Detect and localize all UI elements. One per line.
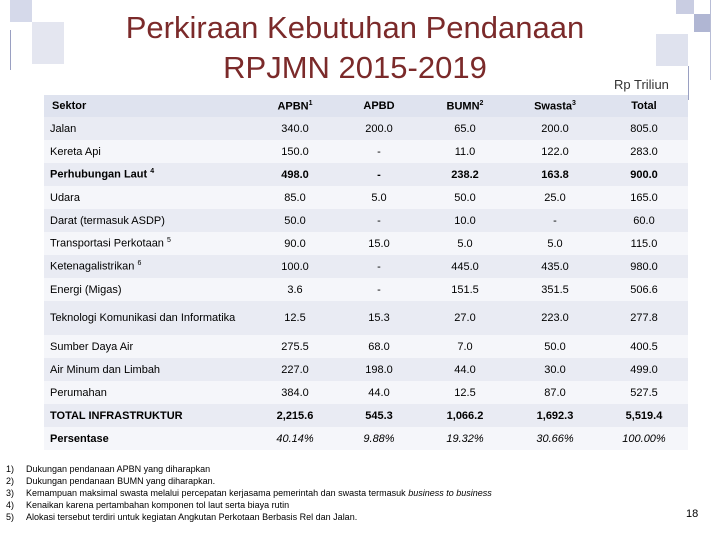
decor-square <box>676 0 694 14</box>
cell-apbn: 3.6 <box>252 278 338 301</box>
footnote-text: Dukungan pendanaan APBN yang diharapkan <box>26 464 211 474</box>
cell-total: 165.0 <box>600 186 688 209</box>
cell-swasta: 122.0 <box>510 140 600 163</box>
cell-apbd: 9.88% <box>338 427 420 450</box>
cell-apbn: 340.0 <box>252 117 338 140</box>
cell-bumn: 445.0 <box>420 255 510 278</box>
sector-name: Energi (Migas) <box>50 283 122 296</box>
cell-apbn: 50.0 <box>252 209 338 232</box>
cell-total: 115.0 <box>600 232 688 255</box>
cell-total: 980.0 <box>600 255 688 278</box>
sector-name: Transportasi Perkotaan <box>50 237 164 250</box>
footnote-number: 1) <box>6 464 15 474</box>
cell-swasta: 25.0 <box>510 186 600 209</box>
header-bumn-note: 2 <box>479 99 484 107</box>
funding-table <box>44 95 688 450</box>
cell-bumn: 27.0 <box>420 301 510 335</box>
cell-swasta: 1,692.3 <box>510 404 600 427</box>
cell-bumn: 19.32% <box>420 427 510 450</box>
cell-apbn: 100.0 <box>252 255 338 278</box>
row-sector-label <box>44 140 252 163</box>
page-number: 18 <box>686 508 699 520</box>
row-sector-label <box>44 209 252 232</box>
header-apbn <box>252 95 338 117</box>
cell-total: 805.0 <box>600 117 688 140</box>
cell-bumn: 12.5 <box>420 381 510 404</box>
cell-total: 283.0 <box>600 140 688 163</box>
decor-square <box>694 14 710 32</box>
cell-apbn: 12.5 <box>252 301 338 335</box>
footnote-text: Kemampuan maksimal swasta melalui percepatan kerjasama pemerintah dan swasta termasuk <box>26 488 409 498</box>
cell-apbd: 15.3 <box>338 301 420 335</box>
cell-apbd: 68.0 <box>338 335 420 358</box>
cell-total: 506.6 <box>600 278 688 301</box>
decor-square <box>656 34 688 66</box>
cell-swasta: 87.0 <box>510 381 600 404</box>
title-line-1: Perkiraan Kebutuhan Pendanaan <box>125 10 585 45</box>
footnote-text: Kenaikan karena pertambahan komponen tol laut serta biaya rutin <box>26 500 290 510</box>
cell-apbn: 275.5 <box>252 335 338 358</box>
table-row <box>44 140 688 163</box>
cell-apbn: 150.0 <box>252 140 338 163</box>
cell-apbd: - <box>338 209 420 232</box>
footnote-item <box>0 511 620 523</box>
table-row <box>44 232 688 255</box>
row-sector-label <box>44 301 252 335</box>
cell-apbd: 200.0 <box>338 117 420 140</box>
decor-square <box>32 22 64 64</box>
header-swasta <box>510 95 600 117</box>
sector-name: Air Minum dan Limbah <box>50 363 161 376</box>
page-title <box>80 8 630 88</box>
sector-name: Darat (termasuk ASDP) <box>50 214 165 227</box>
cell-bumn: 11.0 <box>420 140 510 163</box>
cell-swasta: 223.0 <box>510 301 600 335</box>
cell-apbd: - <box>338 140 420 163</box>
sector-name: Perhubungan Laut <box>50 168 148 181</box>
header-total: Total <box>600 95 688 117</box>
unit-label: Rp Triliun <box>614 77 669 92</box>
cell-swasta: 50.0 <box>510 335 600 358</box>
table-row <box>44 163 688 186</box>
footnote-number: 2) <box>6 476 15 486</box>
cell-total: 60.0 <box>600 209 688 232</box>
header-swasta-note: 3 <box>572 99 576 107</box>
sector-name: Perumahan <box>50 386 107 399</box>
sector-name: TOTAL INFRASTRUKTUR <box>50 409 183 422</box>
table-row <box>44 117 688 140</box>
cell-bumn: 50.0 <box>420 186 510 209</box>
table-row <box>44 427 688 450</box>
cell-bumn: 65.0 <box>420 117 510 140</box>
cell-bumn: 10.0 <box>420 209 510 232</box>
cell-bumn: 238.2 <box>420 163 510 186</box>
footnote-text: Dukungan pendanaan BUMN yang diharapkan. <box>26 476 216 486</box>
row-sector-label <box>44 358 252 381</box>
cell-apbn: 498.0 <box>252 163 338 186</box>
row-sector-label <box>44 278 252 301</box>
table-row <box>44 278 688 301</box>
table-row <box>44 255 688 278</box>
row-sector-label <box>44 427 252 450</box>
sector-name: Sumber Daya Air <box>50 340 134 353</box>
footnote-number: 4) <box>6 500 15 510</box>
footnote-item <box>0 499 620 511</box>
row-sector-label <box>44 404 252 427</box>
cell-apbn: 90.0 <box>252 232 338 255</box>
cell-apbd: 545.3 <box>338 404 420 427</box>
cell-total: 900.0 <box>600 163 688 186</box>
cell-swasta: 351.5 <box>510 278 600 301</box>
cell-apbd: 198.0 <box>338 358 420 381</box>
header-row <box>44 95 688 117</box>
sector-name: Teknologi Komunikasi dan Informatika <box>50 312 236 324</box>
cell-swasta: 5.0 <box>510 232 600 255</box>
table-row <box>44 381 688 404</box>
table-row <box>44 186 688 209</box>
sector-name: Udara <box>50 191 80 204</box>
cell-swasta: - <box>510 209 600 232</box>
table-row <box>44 335 688 358</box>
cell-apbn: 2,215.6 <box>252 404 338 427</box>
header-sektor: Sektor <box>44 95 252 117</box>
row-sector-label <box>44 381 252 404</box>
row-sector-label <box>44 255 252 278</box>
header-bumn <box>420 95 510 117</box>
header-apbn-note: 1 <box>308 99 313 107</box>
footnote-number: 5) <box>6 512 15 522</box>
cell-apbn: 384.0 <box>252 381 338 404</box>
table-row <box>44 301 688 335</box>
row-sector-label <box>44 163 252 186</box>
table-row <box>44 404 688 427</box>
cell-apbd: - <box>338 255 420 278</box>
cell-swasta: 435.0 <box>510 255 600 278</box>
footnote-number: 3) <box>6 488 15 498</box>
footnote-text: Alokasi tersebut terdiri untuk kegiatan Angkutan Perkotaan Berbasis Rel dan Jalan. <box>26 512 358 522</box>
cell-total: 5,519.4 <box>600 404 688 427</box>
cell-swasta: 163.8 <box>510 163 600 186</box>
cell-total: 499.0 <box>600 358 688 381</box>
sector-name: Kereta Api <box>50 145 101 158</box>
cell-total: 527.5 <box>600 381 688 404</box>
decor-line <box>688 66 689 100</box>
cell-bumn: 7.0 <box>420 335 510 358</box>
sector-note-ref: 5 <box>167 237 171 245</box>
row-sector-label <box>44 232 252 255</box>
header-bumn-text: BUMN <box>446 100 480 113</box>
title-line-2: RPJMN 2015-2019 <box>223 50 487 85</box>
cell-apbn: 40.14% <box>252 427 338 450</box>
footnote-item <box>0 463 620 475</box>
sector-name: Persentase <box>50 432 109 445</box>
cell-swasta: 200.0 <box>510 117 600 140</box>
footnote-item <box>0 475 620 487</box>
sector-name: Ketenagalistrikan <box>50 260 135 273</box>
decor-line <box>710 0 711 80</box>
row-sector-label <box>44 186 252 209</box>
sector-name: Jalan <box>50 122 77 135</box>
cell-swasta: 30.66% <box>510 427 600 450</box>
cell-bumn: 5.0 <box>420 232 510 255</box>
row-sector-label <box>44 335 252 358</box>
header-apbd: APBD <box>338 95 420 117</box>
sector-note-ref: 4 <box>150 168 155 176</box>
table-body <box>44 117 688 450</box>
cell-bumn: 44.0 <box>420 358 510 381</box>
cell-total: 277.8 <box>600 301 688 335</box>
cell-apbd: 5.0 <box>338 186 420 209</box>
row-sector-label <box>44 117 252 140</box>
table-row <box>44 358 688 381</box>
sector-note-ref: 6 <box>137 260 142 268</box>
cell-apbn: 85.0 <box>252 186 338 209</box>
cell-bumn: 1,066.2 <box>420 404 510 427</box>
cell-apbd: - <box>338 278 420 301</box>
table-row <box>44 209 688 232</box>
cell-swasta: 30.0 <box>510 358 600 381</box>
decor-line <box>10 30 11 70</box>
cell-apbd: 15.0 <box>338 232 420 255</box>
header-swasta-text: Swasta <box>534 100 572 113</box>
cell-bumn: 151.5 <box>420 278 510 301</box>
cell-apbd: 44.0 <box>338 381 420 404</box>
cell-total: 100.00% <box>600 427 688 450</box>
cell-apbn: 227.0 <box>252 358 338 381</box>
footnotes <box>0 463 620 523</box>
footnote-item <box>0 487 620 499</box>
header-apbn-text: APBN <box>277 100 309 113</box>
cell-total: 400.5 <box>600 335 688 358</box>
cell-apbd: - <box>338 163 420 186</box>
decor-square <box>10 0 32 22</box>
footnote-italic-text: business to business <box>408 488 492 498</box>
